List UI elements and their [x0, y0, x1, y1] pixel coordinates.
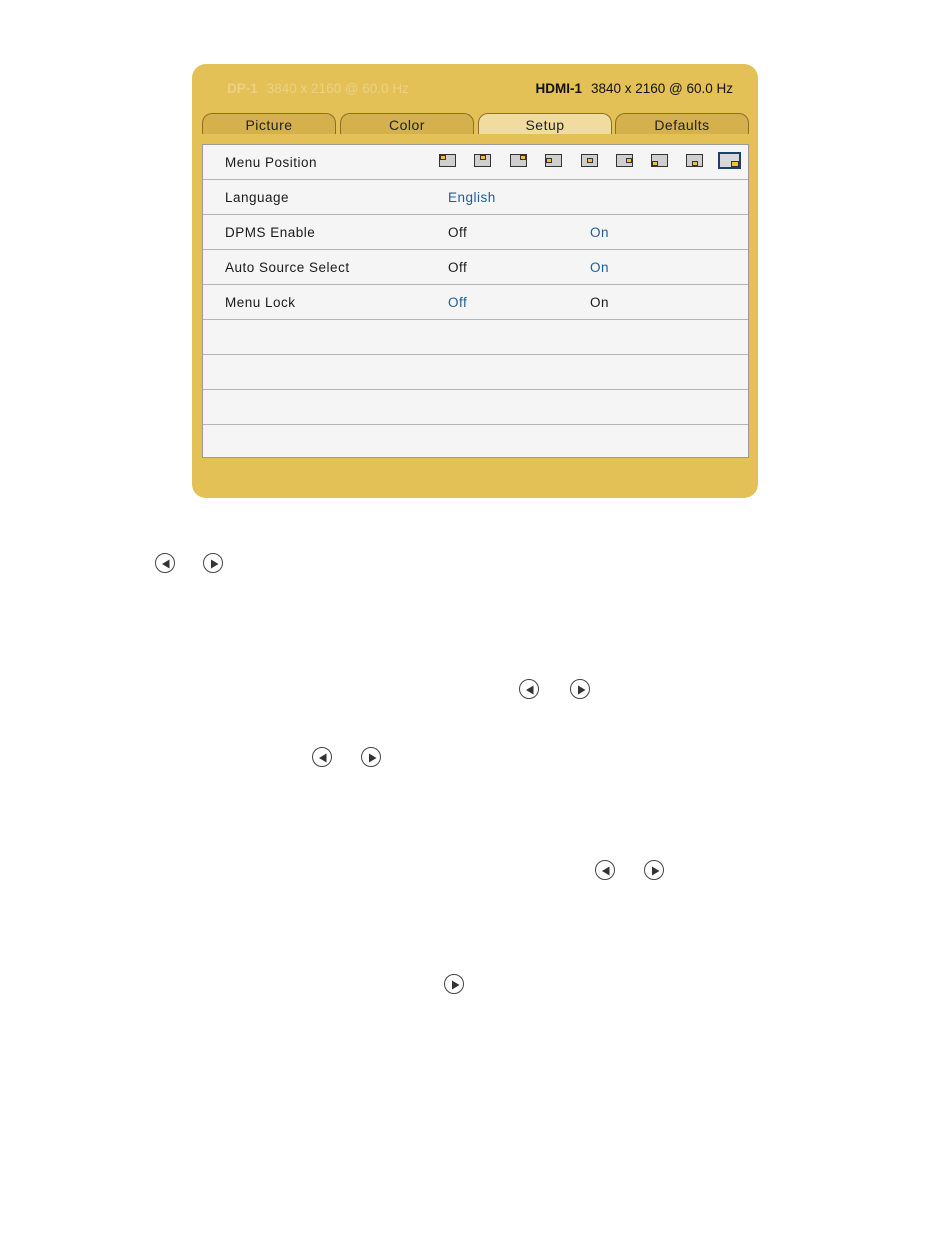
dpms-off-option[interactable]: Off [448, 225, 468, 240]
auto-source-off-option[interactable]: Off [448, 260, 468, 275]
menu-position-label: Menu Position [225, 155, 318, 170]
tab-setup[interactable]: Setup [478, 113, 612, 134]
tab-picture[interactable]: Picture [202, 113, 336, 134]
menu-position-bottom-left-icon[interactable] [651, 154, 668, 167]
input-dp1-status [227, 81, 409, 96]
dpms-enable-label: DPMS Enable [225, 225, 316, 240]
menu-position-row[interactable] [203, 145, 748, 180]
menu-position-top-left-icon[interactable] [439, 154, 456, 167]
right-arrow-button-icon [644, 860, 664, 880]
auto-source-on-option[interactable]: On [590, 260, 610, 275]
auto-source-select-row[interactable] [203, 250, 748, 285]
language-value[interactable]: English [448, 190, 496, 205]
menu-lock-off-option[interactable]: Off [448, 295, 468, 310]
language-row[interactable] [203, 180, 748, 215]
menu-position-top-right-icon[interactable] [510, 154, 527, 167]
dpms-enable-row[interactable] [203, 215, 748, 250]
empty-row [203, 390, 748, 425]
settings-panel [202, 144, 749, 458]
input-dp1-name: DP-1 [227, 81, 258, 96]
osd-menu [192, 64, 758, 498]
menu-position-middle-left-icon[interactable] [545, 154, 562, 167]
menu-position-middle-right-icon[interactable] [616, 154, 633, 167]
menu-lock-on-option[interactable]: On [590, 295, 610, 310]
left-arrow-button-icon [155, 553, 175, 573]
empty-row [203, 425, 748, 460]
left-arrow-button-icon [595, 860, 615, 880]
empty-row [203, 355, 748, 390]
menu-position-bottom-right-icon[interactable] [718, 152, 741, 169]
menu-position-bottom-center-icon[interactable] [686, 154, 703, 167]
tab-bar [202, 113, 749, 134]
input-hdmi1-mode: 3840 x 2160 @ 60.0 Hz [590, 81, 733, 96]
left-arrow-button-icon [519, 679, 539, 699]
left-arrow-button-icon [312, 747, 332, 767]
right-arrow-button-icon [361, 747, 381, 767]
dpms-on-option[interactable]: On [590, 225, 610, 240]
menu-position-top-center-icon[interactable] [474, 154, 491, 167]
menu-lock-row[interactable] [203, 285, 748, 320]
menu-lock-label: Menu Lock [225, 295, 296, 310]
menu-position-center-icon[interactable] [581, 154, 598, 167]
right-arrow-button-icon [203, 553, 223, 573]
input-hdmi1-status [535, 81, 733, 96]
input-dp1-mode: 3840 x 2160 @ 60.0 Hz [266, 81, 409, 96]
right-arrow-button-icon [444, 974, 464, 994]
tab-color[interactable]: Color [340, 113, 474, 134]
empty-row [203, 320, 748, 355]
language-label: Language [225, 190, 290, 205]
auto-source-select-label: Auto Source Select [225, 260, 350, 275]
right-arrow-button-icon [570, 679, 590, 699]
input-hdmi1-name: HDMI-1 [535, 81, 582, 96]
tab-defaults[interactable]: Defaults [615, 113, 749, 134]
